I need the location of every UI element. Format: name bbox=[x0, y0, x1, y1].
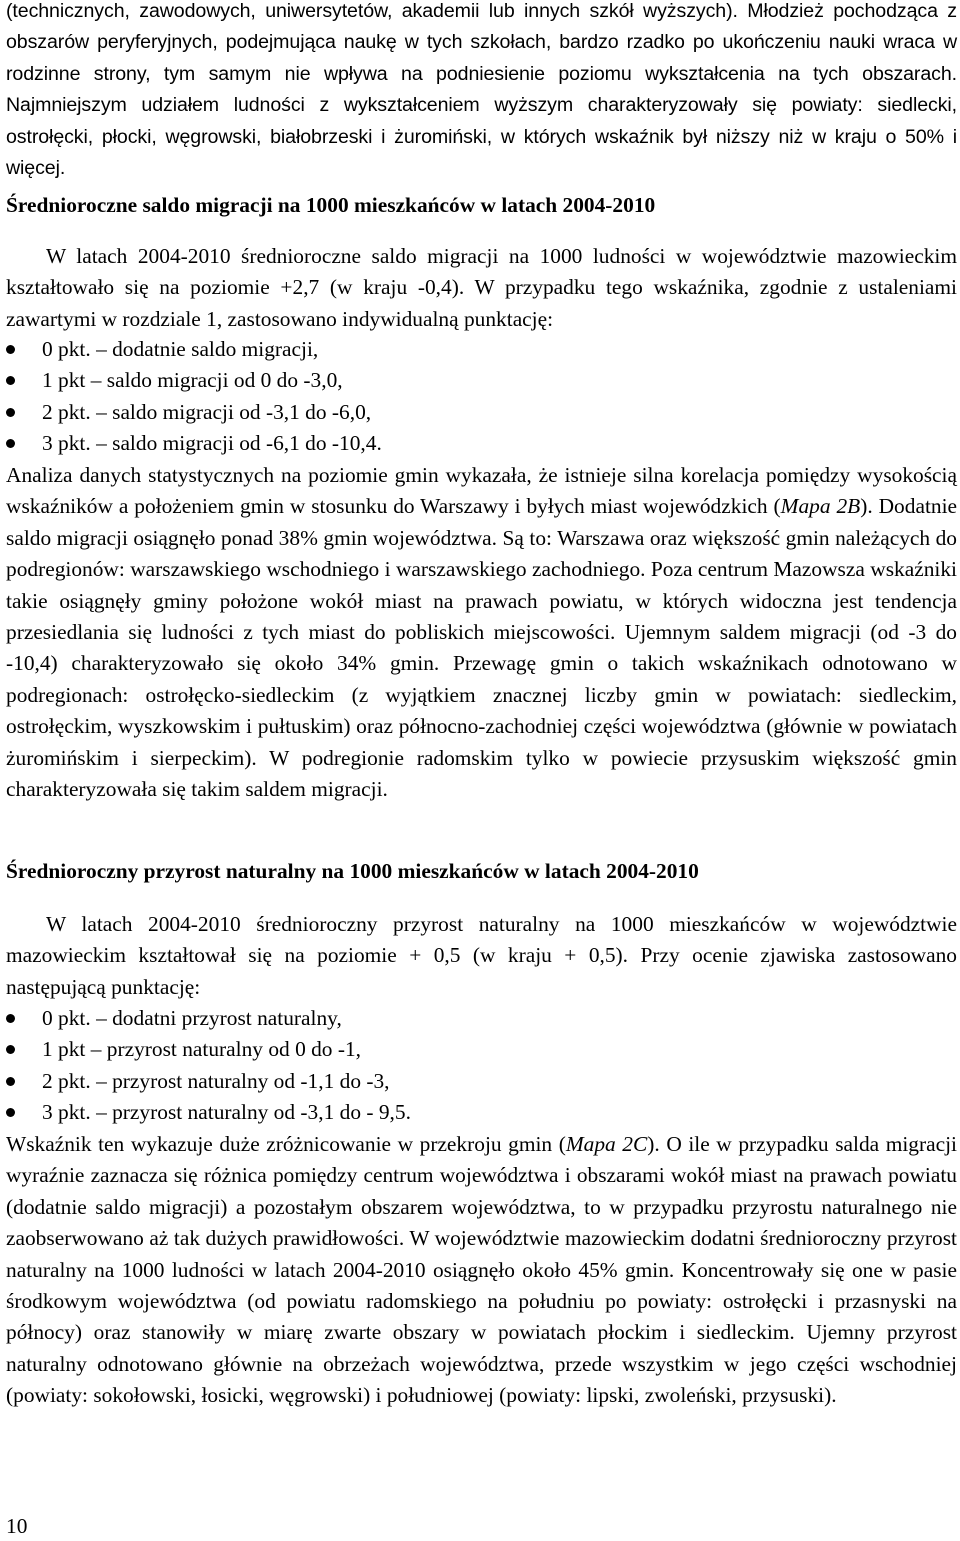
list-item-text: 1 pkt – saldo migracji od 0 do -3,0, bbox=[42, 368, 343, 393]
intro-paragraph: (technicznych, zawodowych, uniwersytetów, akademii lub innych szkół wyższych). Młodzież pochodząca z obszarów peryferyjnych, podejmująca naukę w tych szkołach, bardzo rzadko po ukończeniu nauki wraca w rodzinne strony, tym samym nie wpływa na podniesienie poziomu wykształcenia na tych obszarach. Najmniejszym udziałem ludności z wykształceniem wyższym charakteryzowały się powiaty: siedlecki, ostrołęcki, płocki, węgrowski, białobrzeski i żuromiński, w których wskaźnik był niższy niż w kraju o 50% i więcej. bbox=[6, 0, 957, 180]
list-item bbox=[6, 365, 382, 396]
analysis-text-start: Wskaźnik ten wykazuje duże zróżnicowanie w przekroju gmin ( bbox=[6, 1132, 566, 1156]
list-item-text: 0 pkt. – dodatnie saldo migracji, bbox=[42, 337, 319, 361]
list-item bbox=[6, 1034, 411, 1065]
map-reference: Mapa 2B bbox=[780, 494, 861, 519]
natural-growth-heading: Średnioroczny przyrost naturalny na 1000 mieszkańców w latach 2004-2010 bbox=[6, 859, 699, 883]
bullet-icon bbox=[6, 439, 15, 448]
migration-heading: Średnioroczne saldo migracji na 1000 mieszkańców w latach 2004-2010 bbox=[6, 193, 656, 217]
bullet-icon bbox=[6, 408, 15, 417]
migration-paragraph: W latach 2004-2010 średnioroczne saldo migracji na 1000 ludności w województwie mazowieckim kształtowało się na poziomie +2,7 (w kraju -0,4). W przypadku tego wskaźnika, zgodnie z ustaleniami zawartymi w rozdziale 1, zastosowano indywidualną punktację: bbox=[6, 244, 957, 331]
analysis-text-end: ). Dodatnie saldo migracji osiągnęło ponad 38% gmin województwa. Są to: Warszawa oraz większość gmin należących do podregionów: warszawskiego wschodniego i warszawskiego zachodniego. Poza centrum Mazowsza wskaźniki takie osiągnęły gminy położone wokół miast na prawach powiatu, w których widoczna jest tendencja przesiedlania się ludności z tych miast do pobliskich miejscowości. Ujemnym saldem migracji (od -3 do -10,4) charakteryzowało się około 34% gmin. Przewagę gmin o takich wskaźnikach odnotowano w podregionach: ostrołęcko-siedleckim (z wyjątkiem znacznej liczby gmin w powiatach: siedleckim, ostrołęckim, wyszkowskim i pułtuskim) oraz północno-zachodniej części województwa (głównie w powiatach żuromińskim i sierpeckim). W podregionie radomskim tylko w powiecie przysuskim większość gmin charakteryzowała się takim saldem migracji. bbox=[6, 494, 958, 802]
natural-growth-analysis-paragraph bbox=[6, 1129, 957, 1412]
list-item bbox=[6, 428, 382, 459]
bullet-icon bbox=[6, 1014, 15, 1023]
bullet-icon bbox=[6, 1108, 15, 1117]
natural-growth-scoring-list bbox=[6, 1003, 411, 1129]
list-item-text: 2 pkt. – przyrost naturalny od -1,1 do -3, bbox=[42, 1068, 390, 1093]
bullet-icon bbox=[6, 1045, 15, 1054]
natural-growth-paragraph: W latach 2004-2010 średnioroczny przyrost naturalny na 1000 mieszkańców w województwie mazowieckim kształtował się na poziomie + 0,5 (w kraju + 0,5). Przy ocenie zjawiska zastosowano następującą punktację: bbox=[6, 912, 957, 999]
migration-scoring-list bbox=[6, 334, 382, 460]
migration-analysis-paragraph bbox=[6, 460, 957, 805]
list-item-text: 0 pkt. – dodatni przyrost naturalny, bbox=[42, 1006, 342, 1030]
list-item-text: 3 pkt. – saldo migracji od -6,1 do -10,4. bbox=[42, 431, 382, 456]
list-item-text: 2 pkt. – saldo migracji od -3,1 do -6,0, bbox=[42, 399, 372, 424]
map-reference: Mapa 2C bbox=[565, 1132, 648, 1156]
list-item bbox=[6, 397, 382, 428]
page-number: 10 bbox=[6, 1514, 28, 1538]
list-item bbox=[6, 1097, 411, 1128]
list-item-text: 1 pkt – przyrost naturalny od 0 do -1, bbox=[42, 1037, 362, 1062]
list-item bbox=[6, 334, 382, 365]
list-item bbox=[6, 1003, 411, 1034]
analysis-text-end: ). O ile w przypadku salda migracji wyraźnie zaznacza się różnica pomiędzy centrum województwa i obszarami wokół miast na prawach powiatu (dodatnie saldo migracji) a pozostałym obszarem województwa, to w przypadku przyrostu naturalnego nie zaobserwowano aż tak dużych prawidłowości. W województwie mazowieckim dodatni średnioroczny przyrost naturalny na 1000 ludności w latach 2004-2010 osiągnęło około 45% gmin. Koncentrowały się one w pasie środkowym województwa (od powiatu radomskiego na południu po powiaty: ostrołęcki i przasnyski na północy) oraz stanowiły w miarę zwarte obszary w powiatach płockim i siedleckim. Ujemny przyrost naturalny odnotowano głównie na obrzeżach województwa, przede wszystkim w jego części wschodniej (powiaty: sokołowski, łosicki, węgrowski) i południowej (powiaty: lipski, zwoleński, przysuski). bbox=[6, 1132, 957, 1408]
bullet-icon bbox=[6, 1077, 15, 1086]
list-item bbox=[6, 1066, 411, 1097]
list-item-text: 3 pkt. – przyrost naturalny od -3,1 do - 9,5. bbox=[42, 1100, 411, 1125]
bullet-icon bbox=[6, 376, 15, 385]
analysis-text-start: Analiza danych statystycznych na poziomie gmin wykazała, że istnieje silna korelacja pomiędzy wysokością wskaźników a położeniem gmin w stosunku do Warszawy i byłych miast wojewódzkich ( bbox=[6, 463, 957, 519]
bullet-icon bbox=[6, 345, 15, 354]
